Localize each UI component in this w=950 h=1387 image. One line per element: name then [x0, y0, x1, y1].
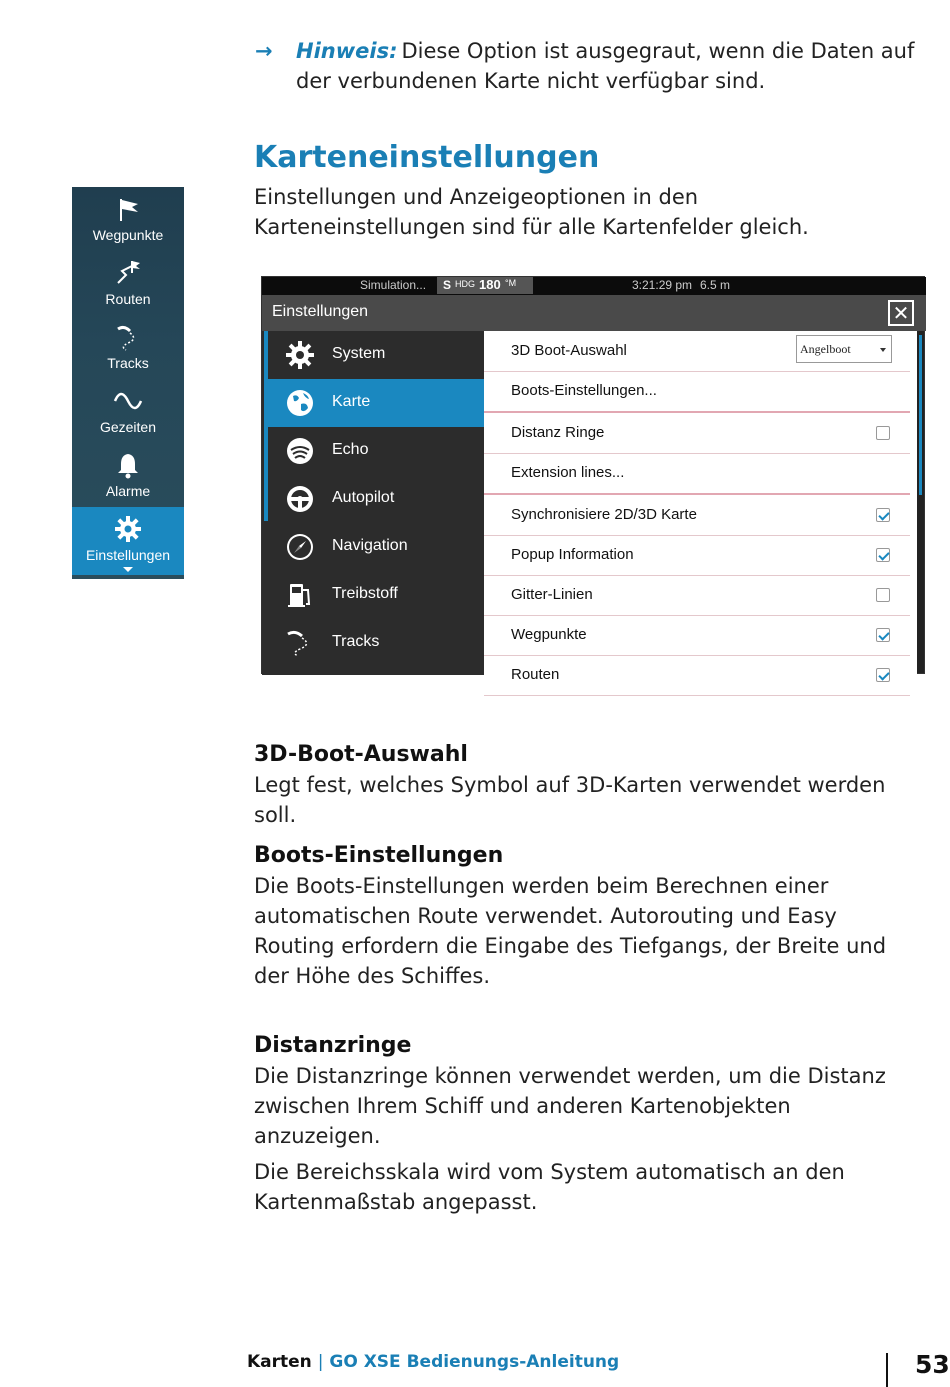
setting-row-3d-boot[interactable]	[484, 331, 910, 372]
menu-item-treibstoff[interactable]	[268, 571, 484, 619]
footer-separator: |	[317, 1352, 324, 1372]
simulation-label: Simulation...	[360, 278, 427, 292]
menu-item-label: Karte	[332, 393, 371, 410]
setting-label: Boots-Einstellungen...	[511, 382, 657, 399]
hdg-value: 180	[479, 277, 501, 292]
setting-row-popup-information[interactable]	[484, 535, 910, 576]
section-heading: 3D-Boot-Auswahl	[254, 742, 468, 767]
checkbox[interactable]	[876, 588, 890, 602]
menu-item-label: Navigation	[332, 537, 408, 554]
tracks-icon	[285, 628, 315, 658]
status-bar	[262, 277, 926, 295]
side-item-label: Wegpunkte	[92, 227, 164, 243]
route-icon	[114, 259, 142, 287]
footer-chapter: Karten	[247, 1352, 312, 1372]
heading-box	[437, 277, 533, 294]
section-paragraph: Legt fest, welches Symbol auf 3D-Karten verwendet werden soll.	[254, 773, 886, 827]
section-heading: Distanzringe	[254, 1033, 412, 1058]
compass-icon	[285, 532, 315, 562]
side-item-label: Alarme	[105, 483, 151, 499]
flag-icon	[114, 195, 142, 223]
side-item-routen[interactable]	[72, 251, 184, 315]
section-paragraph: Die Bereichsskala wird vom System automatisch an den Kartenmaßstab angepasst.	[254, 1160, 845, 1214]
hdg-unit: °M	[505, 278, 517, 288]
menu-item-label: Tracks	[332, 633, 380, 650]
intro-text: Einstellungen und Anzeigeoptionen in den Karteneinstellungen sind für alle Kartenfelder gleich.	[254, 185, 809, 239]
depth-readout: 6.5 m	[700, 278, 731, 292]
gear-icon	[285, 340, 315, 370]
menu-item-label: Echo	[332, 441, 369, 458]
close-icon[interactable]: ✕	[888, 300, 914, 326]
globe-icon	[285, 388, 315, 418]
side-item-label: Einstellungen	[85, 547, 171, 563]
hdg-prefix: S	[443, 278, 452, 292]
setting-row-extension-lines[interactable]	[484, 453, 910, 495]
page-footer	[247, 1352, 619, 1372]
checkbox[interactable]	[876, 426, 890, 440]
setting-label: Wegpunkte	[511, 626, 587, 643]
setting-label: Routen	[511, 666, 560, 683]
setting-row-gitter-linien[interactable]	[484, 575, 910, 616]
menu-item-echo[interactable]	[268, 427, 484, 475]
setting-label: Extension lines...	[511, 464, 625, 481]
note-text: Diese Option ist ausgegraut, wenn die Daten auf der verbundenen Karte nicht verfügbar sind.	[296, 39, 915, 93]
side-item-wegpunkte[interactable]	[72, 187, 184, 251]
dialog-title: Einstellungen	[272, 303, 369, 320]
page-number: 53	[915, 1350, 950, 1379]
boat-select[interactable]	[796, 335, 892, 363]
menu-item-label: Treibstoff	[332, 585, 398, 602]
settings-menu	[262, 331, 484, 675]
setting-label: Popup Information	[511, 546, 634, 563]
page-number-divider	[886, 1353, 888, 1387]
note-label: Hinweis:	[296, 39, 398, 63]
hdg-label: HDG	[455, 279, 475, 289]
section-paragraph: Die Distanzringe können verwendet werden, um die Distanz zwischen Ihrem Schiff und anderen Kartenobjekten anzuzeigen.	[254, 1064, 886, 1148]
note	[255, 36, 925, 96]
section-distanzringe	[254, 1031, 914, 1217]
gear-icon	[114, 515, 142, 543]
tracks-icon	[114, 323, 142, 351]
settings-panel	[484, 331, 917, 683]
bell-icon	[114, 451, 142, 479]
setting-row-distanz-ringe[interactable]	[484, 413, 910, 454]
side-item-einstellungen[interactable]	[72, 507, 184, 575]
menu-item-label: System	[332, 345, 386, 362]
side-item-gezeiten[interactable]	[72, 379, 184, 443]
setting-label: Distanz Ringe	[511, 424, 605, 441]
menu-item-tracks[interactable]	[268, 619, 484, 667]
side-item-label: Gezeiten	[99, 419, 157, 435]
setting-row-sync-2d3d[interactable]	[484, 495, 910, 536]
section-paragraph: Die Boots-Einstellungen werden beim Berechnen einer automatischen Route verwendet. Autorouting und Easy Routing erfordern die Eingabe des Tiefgangs, der Breite und der Höhe des Schiffes.	[254, 874, 887, 988]
setting-row-routen[interactable]	[484, 655, 910, 696]
settings-screenshot	[261, 276, 925, 683]
setting-label: Gitter-Linien	[511, 586, 593, 603]
menu-item-label: Autopilot	[332, 489, 395, 506]
checkbox[interactable]	[876, 668, 890, 682]
wave-icon	[106, 387, 150, 415]
side-item-label: Routen	[105, 291, 151, 307]
menu-item-system[interactable]	[268, 331, 484, 379]
setting-label: Synchronisiere 2D/3D Karte	[511, 506, 697, 523]
section-3d-boot	[254, 740, 914, 830]
setting-row-wegpunkte[interactable]	[484, 615, 910, 656]
boat-select-value: Angelboot	[800, 342, 851, 356]
section-title: Karteneinstellungen	[254, 140, 600, 175]
menu-item-navigation[interactable]	[268, 523, 484, 571]
setting-row-boots-einstellungen[interactable]	[484, 371, 910, 413]
panel-scrollbar[interactable]	[919, 335, 922, 495]
side-item-alarme[interactable]	[72, 443, 184, 507]
section-boots-einstellungen	[254, 841, 914, 991]
menu-item-autopilot[interactable]	[268, 475, 484, 523]
checkbox[interactable]	[876, 628, 890, 642]
menu-item-karte[interactable]	[268, 379, 484, 427]
fuel-icon	[285, 580, 315, 610]
checkbox[interactable]	[876, 508, 890, 522]
section-heading: Boots-Einstellungen	[254, 843, 504, 868]
sonar-icon	[285, 436, 315, 466]
arrow-right-icon: →	[255, 39, 273, 63]
side-item-label: Tracks	[107, 355, 149, 371]
dialog-titlebar	[262, 295, 926, 331]
side-item-tracks[interactable]	[72, 315, 184, 379]
footer-manual-title: GO XSE Bedienungs-Anleitung	[329, 1352, 620, 1372]
side-menu	[72, 187, 184, 579]
clock: 3:21:29 pm	[632, 278, 693, 292]
chevron-down-icon	[880, 348, 886, 352]
caret-down-icon	[123, 567, 133, 572]
setting-label: 3D Boot-Auswahl	[511, 342, 627, 359]
steering-wheel-icon	[285, 484, 315, 514]
checkbox[interactable]	[876, 548, 890, 562]
